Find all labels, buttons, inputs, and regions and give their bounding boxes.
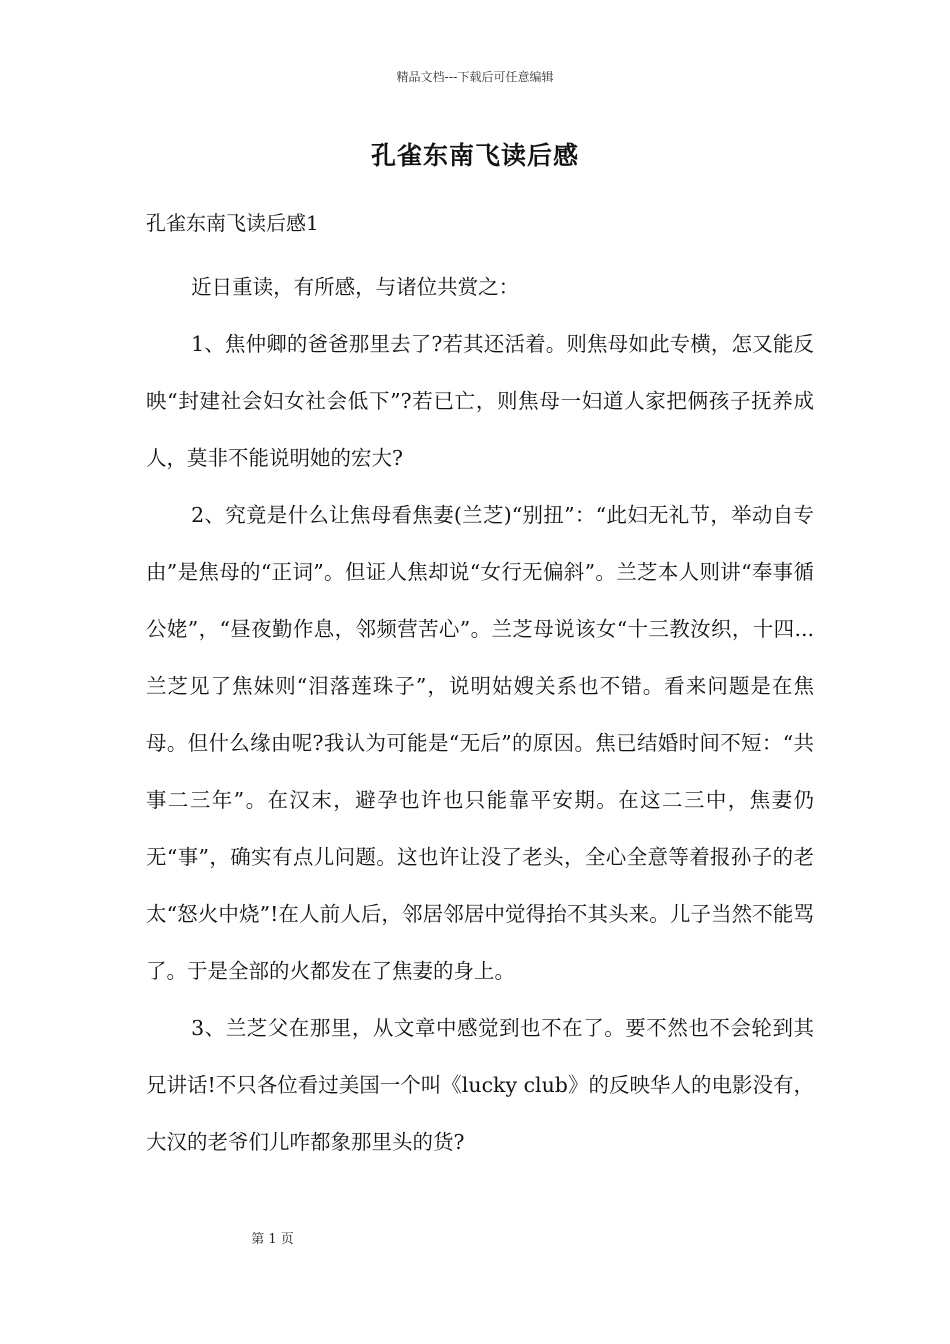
paragraph-point-3: 3、兰芝父在那里，从文章中感觉到也不在了。要不然也不会轮到其兄讲话!不只各位看过美国一个叫《lucky club》的反映华人的电影没有，大汉的老爷们儿咋都象那里头的货? — [146, 1016, 814, 1154]
document-body — [146, 204, 814, 1171]
section-heading: 孔雀东南飞读后感1 — [146, 211, 319, 235]
document-title: 孔雀东南飞读后感 — [370, 141, 579, 170]
page-number: 第 1 页 — [251, 1232, 294, 1247]
page-header: 精品文档---下载后可任意编辑 — [396, 70, 554, 84]
paragraph-point-2: 2、究竟是什么让焦母看焦妻(兰芝)“别扭”：“此妇无礼节，举动自专由”是焦母的“正词”。但证人焦却说“女行无偏斜”。兰芝本人则讲“奉事循公姥”，“昼夜勤作息，邻频营苦心”。兰芝母说该女“十三教汝织，十四...兰芝见了焦妹则“泪落莲珠子”，说明姑嫂关系也不错。看来问题是在焦母。但什么缘由呢?我认为可能是“无后”的原因。焦已结婚时间不短：“共事二三年”。在汉末，避孕也许也只能靠平安期。在这二三中，焦妻仍无“事”，确实有点儿问题。这也许让没了老头，全心全意等着报孙子的老太“怒火中烧”!在人前人后，邻居邻居中觉得抬不其头来。儿子当然不能骂了。于是全部的火都发在了焦妻的身上。 — [146, 503, 814, 983]
paragraph-intro: 近日重读，有所感，与诸位共赏之： — [191, 275, 520, 299]
paragraph-point-1: 1、焦仲卿的爸爸那里去了?若其还活着。则焦母如此专横，怎又能反映“封建社会妇女社会低下”?若已亡，则焦母一妇道人家把俩孩子抚养成人，莫非不能说明她的宏大? — [146, 332, 814, 470]
